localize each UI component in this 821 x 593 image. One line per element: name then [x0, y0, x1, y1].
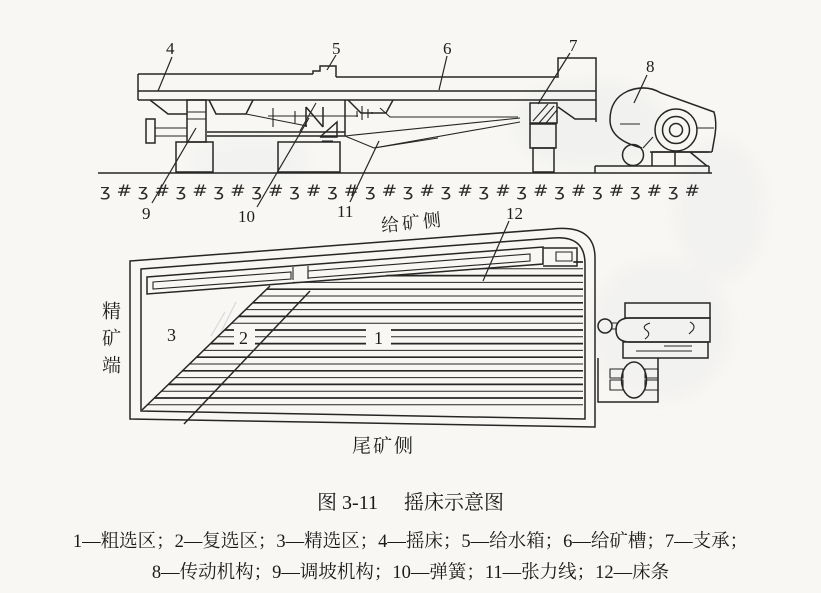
feed-side-label: 给矿侧 — [380, 209, 445, 236]
deck-outline-inner — [141, 238, 585, 419]
ground-hatch: ʒ # ʒ # ʒ # ʒ # ʒ # ʒ # ʒ # ʒ # ʒ # ʒ # ʒ # ʒ # ʒ # ʒ # ʒ # ʒ # — [100, 181, 700, 200]
legend-line-1: 1—粗选区；2—复选区；3—精选区；4—摇床；5—给水箱；6—给矿槽；7—支承； — [72, 532, 749, 552]
water-box — [313, 66, 336, 77]
legend-line-2: 8—传动机构；9—调坡机构；10—弹簧；11—张力线；12—床条 — [151, 563, 670, 583]
figure-number: 图 3-11 — [317, 492, 378, 514]
figure-caption — [0, 486, 821, 515]
tension-line — [345, 108, 520, 148]
leader-6 — [439, 56, 447, 90]
part-label-4: 4 — [166, 39, 175, 58]
figure-title: 摇床示意图 — [403, 492, 504, 514]
part-label-10: 10 — [238, 207, 255, 226]
ground — [98, 173, 712, 200]
concentrate-end-label: 精矿端 — [99, 301, 120, 382]
scan-bleedthrough — [190, 80, 765, 400]
part-label-12: 12 — [506, 204, 523, 223]
zone-label-1: 1 — [374, 328, 383, 348]
part-label-9: 9 — [142, 204, 151, 223]
part-label-7: 7 — [569, 36, 578, 55]
feed-launder — [147, 247, 577, 294]
tailings-side-label: 尾矿侧 — [352, 436, 416, 457]
zone-label-2: 2 — [239, 328, 248, 348]
zone-label-3: 3 — [167, 325, 176, 345]
part-label-5: 5 — [332, 39, 341, 58]
part-label-8: 8 — [646, 57, 655, 76]
part-label-6: 6 — [443, 39, 452, 58]
part-label-11: 11 — [337, 202, 354, 221]
